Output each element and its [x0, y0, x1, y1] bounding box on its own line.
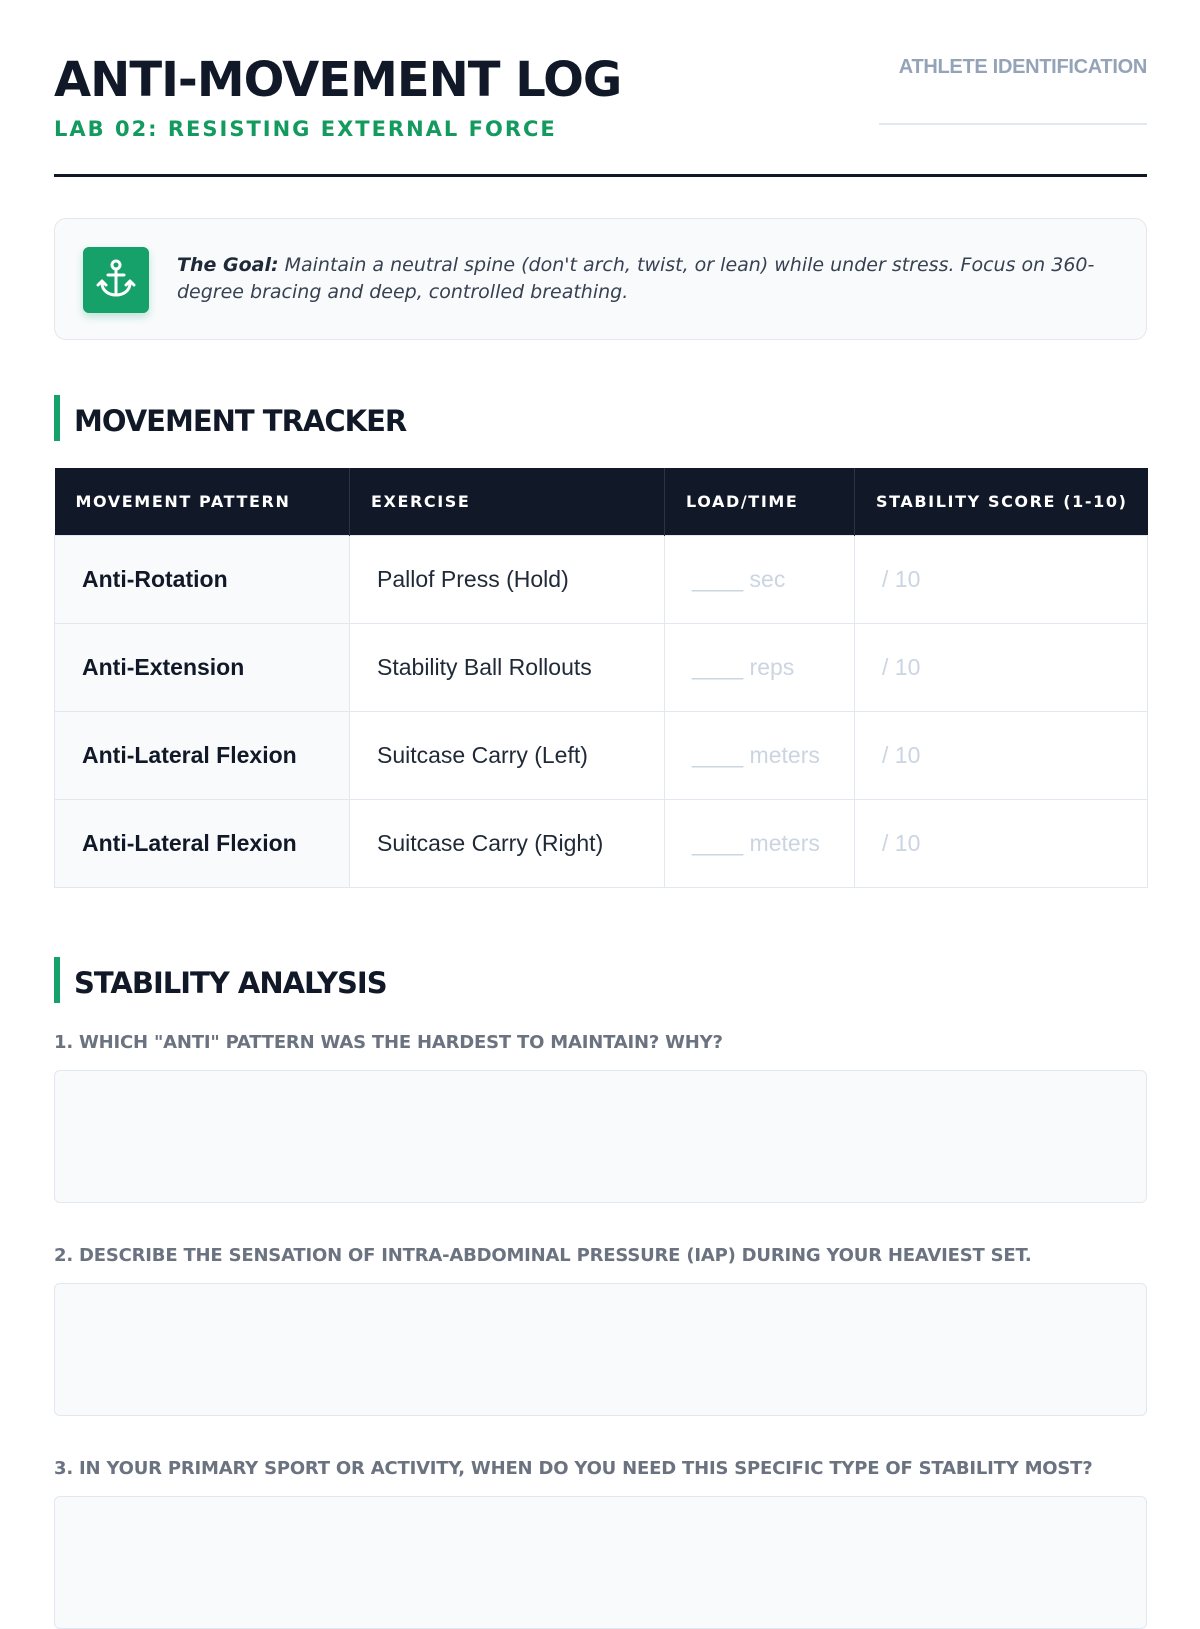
exercise-cell: Suitcase Carry (Left): [350, 712, 665, 800]
athlete-identification-line[interactable]: [879, 123, 1147, 125]
exercise-cell: Pallof Press (Hold): [350, 536, 665, 624]
movement-pattern-cell: Anti-Rotation: [55, 536, 350, 624]
stability-score-field[interactable]: / 10: [855, 624, 1148, 712]
section-title-stability-analysis: STABILITY ANALYSIS: [74, 966, 387, 1000]
column-header-movement-pattern: MOVEMENT PATTERN: [55, 468, 350, 536]
movement-pattern-cell: Anti-Extension: [55, 624, 350, 712]
page-header: [54, 52, 1147, 177]
answer-field-3[interactable]: [54, 1496, 1147, 1629]
table-row: [55, 624, 1148, 712]
page-subtitle: LAB 02: RESISTING EXTERNAL FORCE: [54, 117, 557, 141]
table-header-row: [55, 468, 1148, 536]
question-3-label: 3. IN YOUR PRIMARY SPORT OR ACTIVITY, WHEN DO YOU NEED THIS SPECIFIC TYPE OF STABILITY MOST?: [54, 1458, 1093, 1479]
movement-pattern-cell: Anti-Lateral Flexion: [55, 712, 350, 800]
page-title: ANTI-MOVEMENT LOG: [54, 52, 622, 108]
load-time-field[interactable]: ____ sec: [665, 536, 855, 624]
goal-callout: [54, 218, 1147, 340]
section-accent-bar: [54, 395, 60, 441]
question-1-label: 1. WHICH "ANTI" PATTERN WAS THE HARDEST TO MAINTAIN? WHY?: [54, 1032, 723, 1053]
stability-score-field[interactable]: / 10: [855, 800, 1148, 888]
goal-label: The Goal:: [177, 254, 279, 276]
answer-field-1[interactable]: [54, 1070, 1147, 1203]
load-time-field[interactable]: ____ reps: [665, 624, 855, 712]
goal-description: Maintain a neutral spine (don't arch, twist, or lean) while under stress. Focus on 360-degree bracing and deep, controlled breathing.: [177, 254, 1095, 303]
table-row: [55, 800, 1148, 888]
athlete-identification-label: ATHLETE IDENTIFICATION: [898, 56, 1147, 78]
column-header-exercise: EXERCISE: [350, 468, 665, 536]
answer-field-2[interactable]: [54, 1283, 1147, 1416]
table-row: [55, 536, 1148, 624]
load-time-field[interactable]: ____ meters: [665, 712, 855, 800]
question-2-label: 2. DESCRIBE THE SENSATION OF INTRA-ABDOMINAL PRESSURE (IAP) DURING YOUR HEAVIEST SET.: [54, 1245, 1032, 1266]
section-title-movement-tracker: MOVEMENT TRACKER: [74, 404, 407, 438]
athlete-identification: [877, 56, 1147, 79]
stability-score-field[interactable]: / 10: [855, 536, 1148, 624]
movement-tracker-table: [54, 468, 1148, 888]
column-header-stability-score: STABILITY SCORE (1-10): [855, 468, 1148, 536]
load-time-field[interactable]: ____ meters: [665, 800, 855, 888]
section-accent-bar: [54, 957, 60, 1003]
anchor-icon: [83, 247, 149, 313]
movement-pattern-cell: Anti-Lateral Flexion: [55, 800, 350, 888]
exercise-cell: Stability Ball Rollouts: [350, 624, 665, 712]
header-divider: [54, 174, 1147, 177]
table-row: [55, 712, 1148, 800]
stability-score-field[interactable]: / 10: [855, 712, 1148, 800]
column-header-load-time: LOAD/TIME: [665, 468, 855, 536]
goal-text: [177, 252, 1097, 306]
exercise-cell: Suitcase Carry (Right): [350, 800, 665, 888]
